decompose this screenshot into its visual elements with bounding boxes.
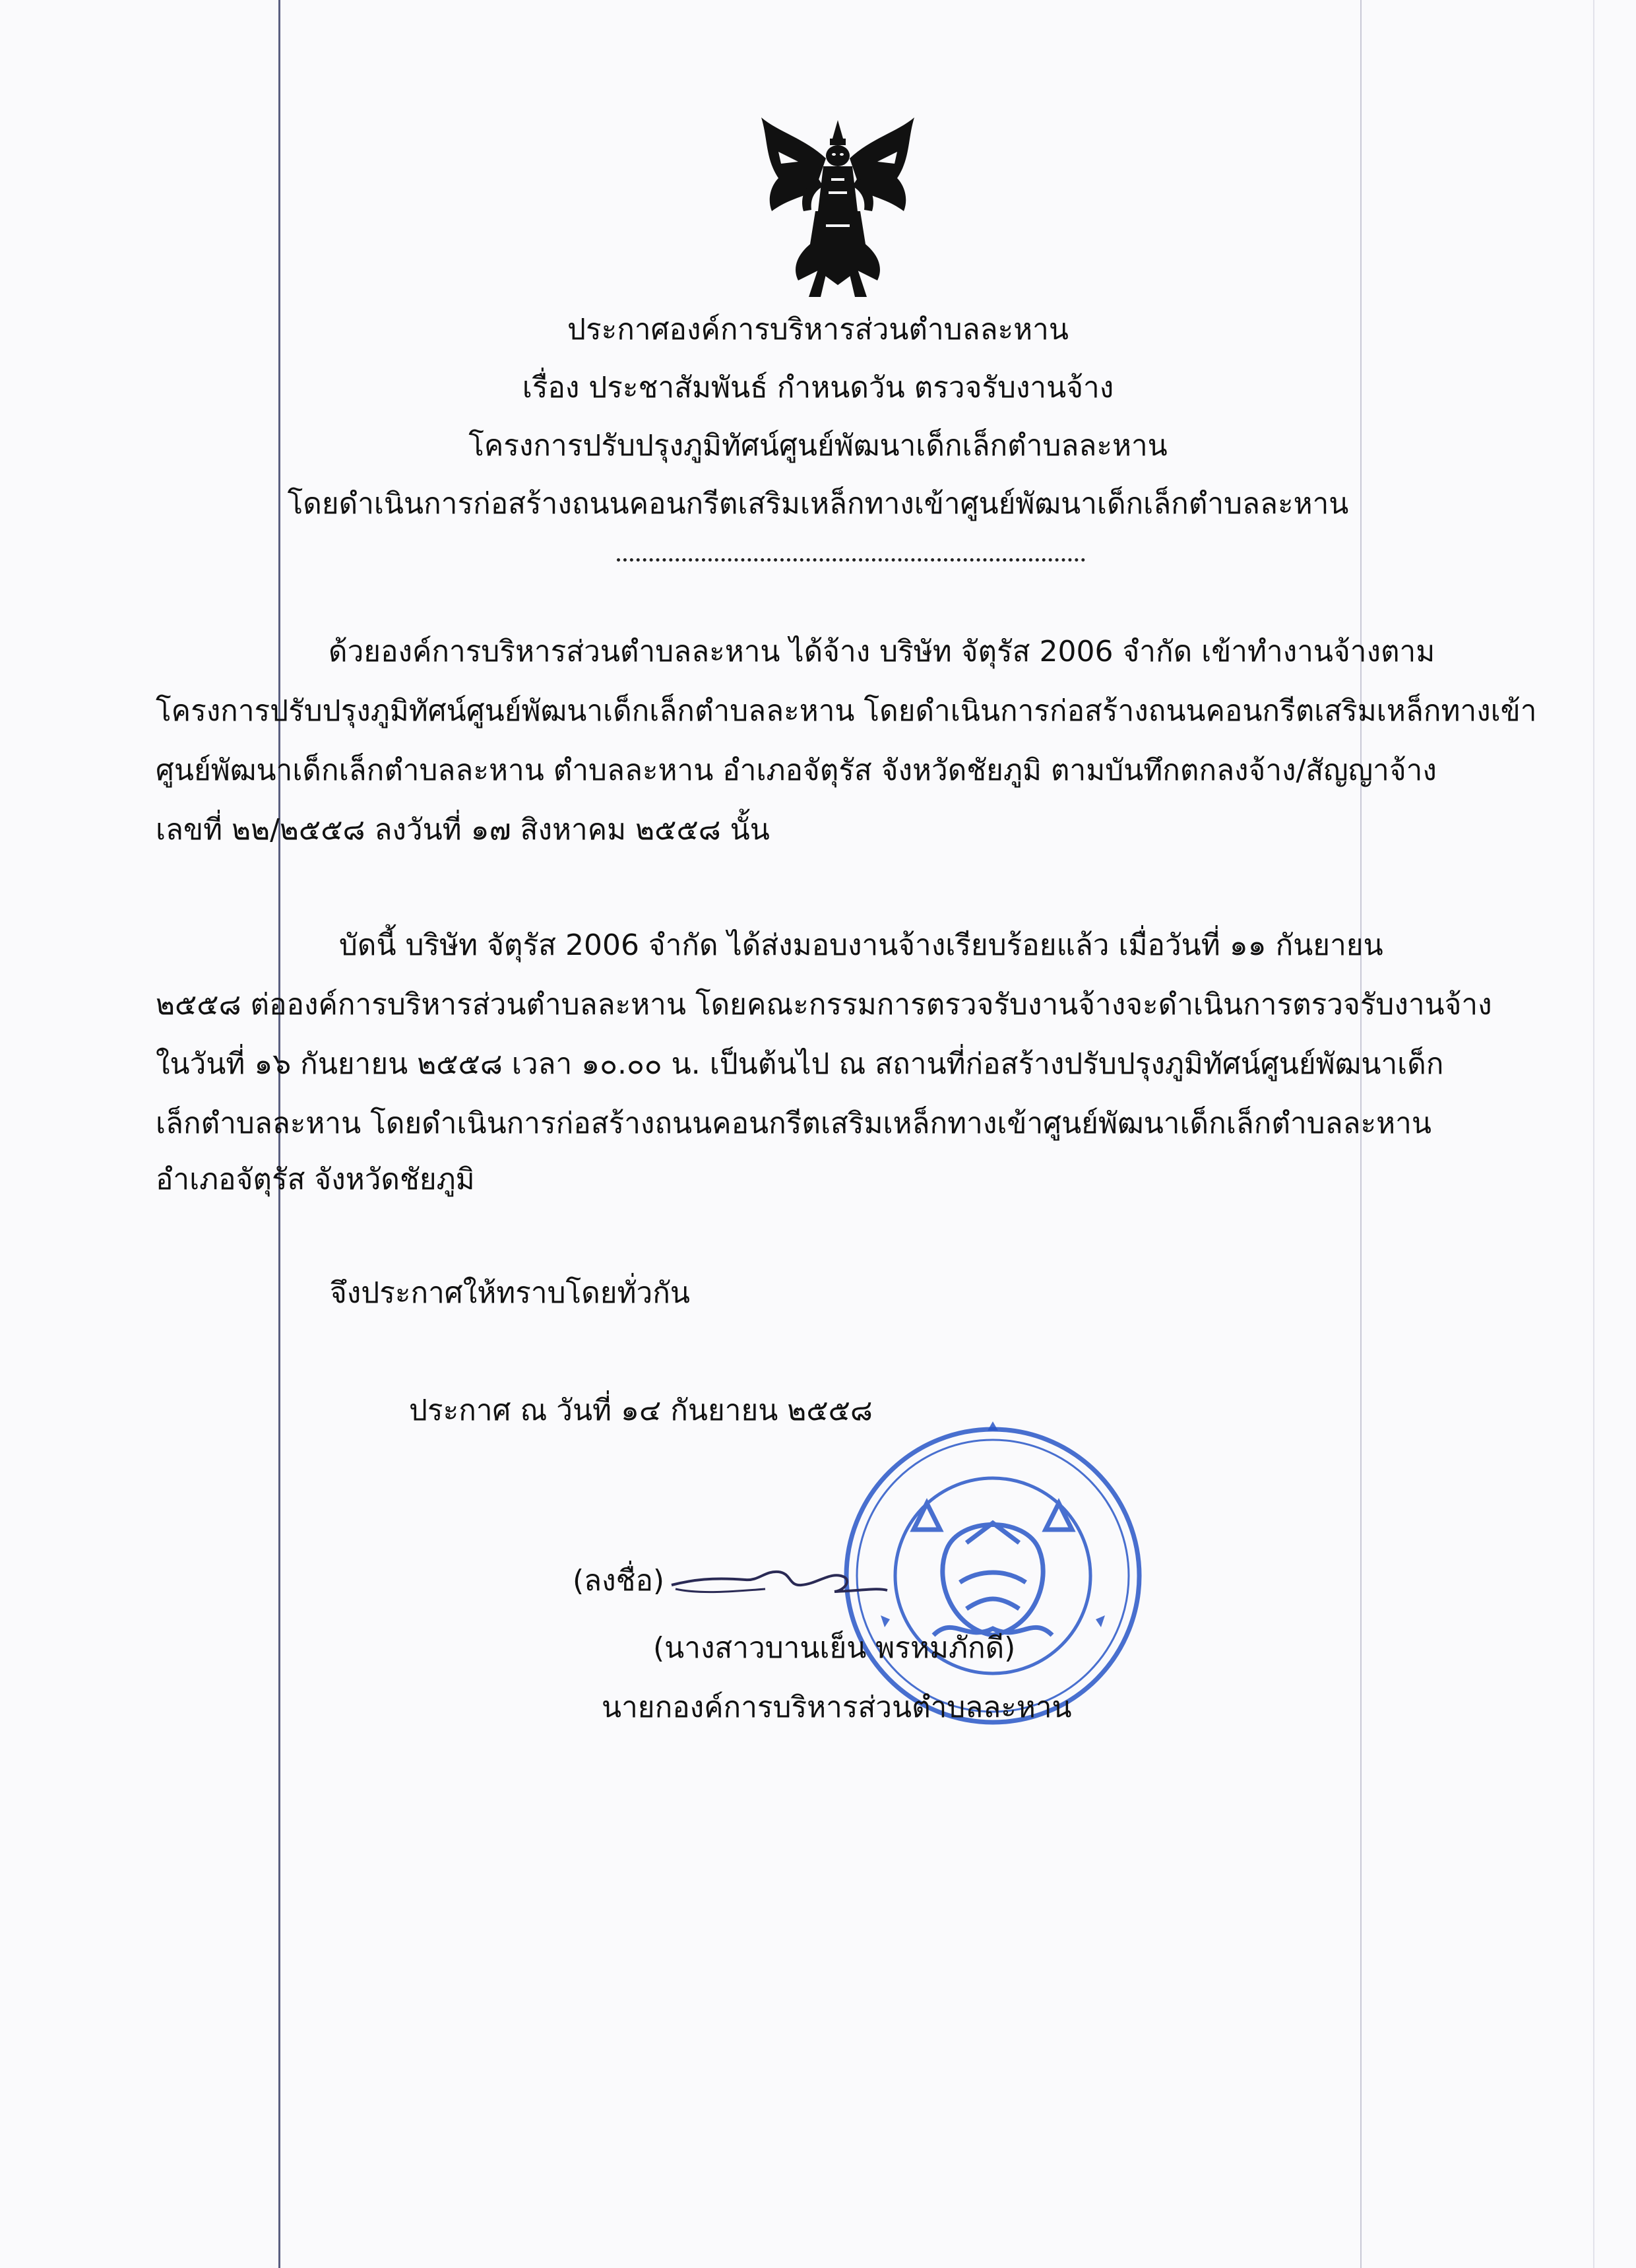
paragraph-line: ในวันที่ ๑๖ กันยายน ๒๕๕๘ เวลา ๑๐.๐๐ น. เป็นต้นไป ณ สถานที่ก่อสร้างปรับปรุงภูมิทัศน์ศูนย์พัฒนาเด็ก xyxy=(156,1047,1444,1081)
paragraph-line: โครงการปรับปรุงภูมิทัศน์ศูนย์พัฒนาเด็กเล็กตำบลละหาน โดยดำเนินการก่อสร้างถนนคอนกรีตเสริมเหล็กทางเข้า xyxy=(156,694,1537,728)
paragraph-line: เลขที่ ๒๒/๒๕๕๘ ลงวันที่ ๑๗ สิงหาคม ๒๕๕๘ นั้น xyxy=(156,813,770,847)
sign-label: (ลงชื่อ) xyxy=(573,1564,665,1598)
announcement-subject: เรื่อง ประชาสัมพันธ์ กำหนดวัน ตรวจรับงานจ้าง xyxy=(522,371,1114,405)
signer-name: (นางสาวบานเย็น พรหมภักดี) xyxy=(653,1631,1016,1665)
paragraph-line: เล็กตำบลละหาน โดยดำเนินการก่อสร้างถนนคอนกรีตเสริมเหล็กทางเข้าศูนย์พัฒนาเด็กเล็กตำบลละหาน xyxy=(156,1107,1432,1140)
dotted-divider xyxy=(617,558,1085,562)
paragraph-line: ศูนย์พัฒนาเด็กเล็กตำบลละหาน ตำบลละหาน อำเภอจัตุรัส จังหวัดชัยภูมิ ตามบันทึกตกลงจ้าง/สัญญาจ้าง xyxy=(156,754,1437,787)
closing-statement: จึงประกาศให้ทราบโดยทั่วกัน xyxy=(330,1276,690,1310)
project-name: โครงการปรับปรุงภูมิทัศน์ศูนย์พัฒนาเด็กเล็กตำบลละหาน xyxy=(468,429,1168,463)
announcement-date: ประกาศ ณ วันที่ ๑๔ กันยายน ๒๕๕๘ xyxy=(409,1394,873,1427)
signer-position: นายกองค์การบริหารส่วนตำบลละหาน xyxy=(602,1691,1072,1724)
handwritten-signature xyxy=(666,1551,891,1617)
paragraph-line: อำเภอจัตุรัส จังหวัดชัยภูมิ xyxy=(156,1163,475,1196)
garuda-emblem-icon xyxy=(752,112,924,304)
paragraph-line: ด้วยองค์การบริหารส่วนตำบลละหาน ได้จ้าง บริษัท จัตุรัส 2006 จำกัด เข้าทำงานจ้างตาม xyxy=(329,635,1435,668)
project-method: โดยดำเนินการก่อสร้างถนนคอนกรีตเสริมเหล็กทางเข้าศูนย์พัฒนาเด็กเล็กตำบลละหาน xyxy=(287,487,1349,521)
announcement-title: ประกาศองค์การบริหารส่วนตำบลละหาน xyxy=(567,313,1069,346)
paragraph-line: บัดนี้ บริษัท จัตุรัส 2006 จำกัด ได้ส่งมอบงานจ้างเรียบร้อยแล้ว เมื่อวันที่ ๑๑ กันยายน xyxy=(339,928,1383,962)
paragraph-line: ๒๕๕๘ ต่อองค์การบริหารส่วนตำบลละหาน โดยคณะกรรมการตรวจรับงานจ้างจะดำเนินการตรวจรับงานจ้าง xyxy=(156,988,1492,1021)
